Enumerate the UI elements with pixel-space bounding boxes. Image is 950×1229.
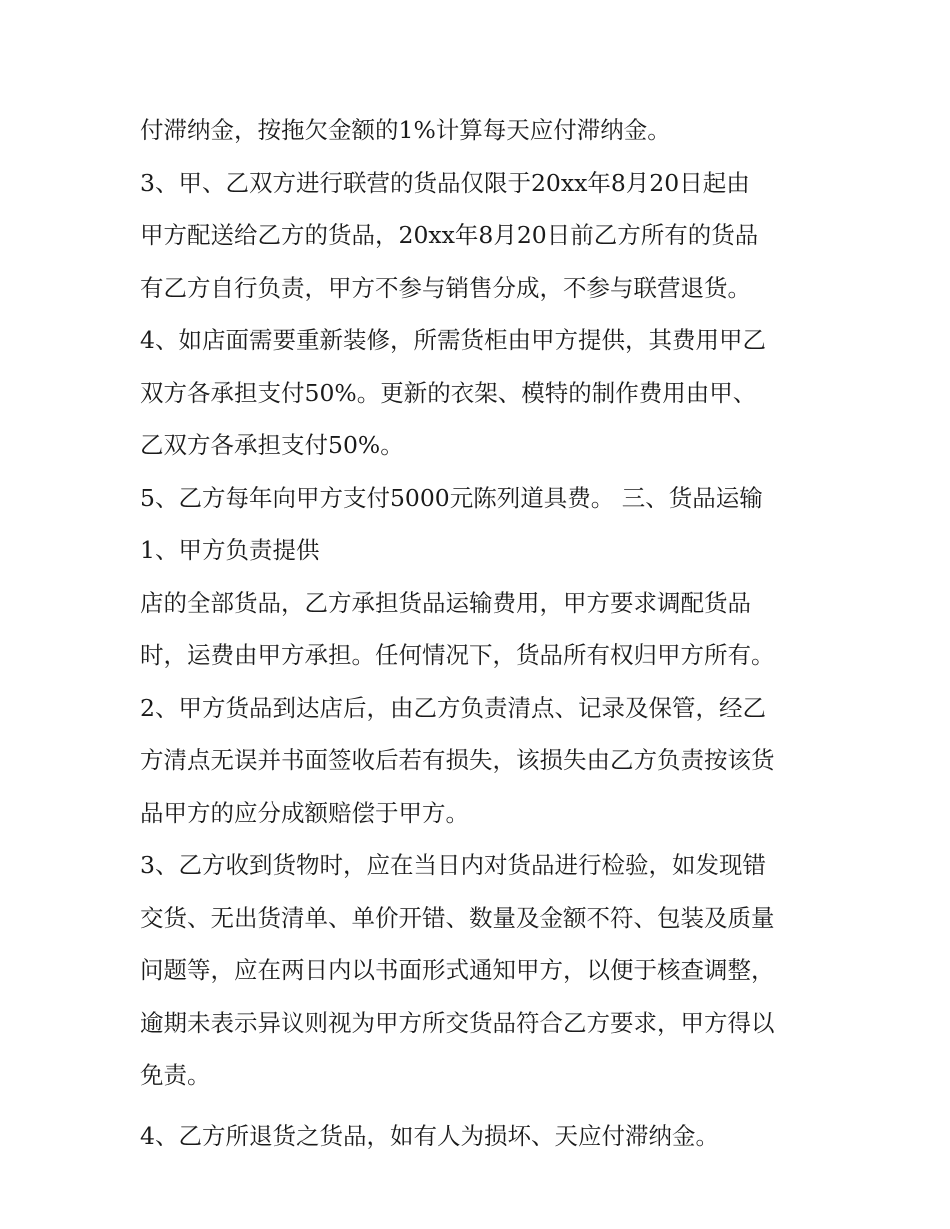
text-line: 付滞纳金，按拖欠金额的1%计算每天应付滞纳金。 xyxy=(140,116,671,144)
text-line: 店的全部货品，乙方承担货品运输费用，甲方要求调配货品 xyxy=(140,588,751,617)
text-line: 2、甲方货品到达店后，由乙方负责清点、记录及保管，经乙 xyxy=(140,693,766,722)
text-line: 逾期未表示异议则视为甲方所交货品符合乙方要求，甲方得以 xyxy=(140,1008,775,1037)
text-line: 交货、无出货清单、单价开错、数量及金额不符、包装及质量 xyxy=(140,903,775,932)
text-line: 乙双方各承担支付50%。 xyxy=(140,431,404,459)
text-line: 品甲方的应分成额赔偿于甲方。 xyxy=(140,798,469,827)
text-line: 5、乙方每年向甲方支付5000元陈列道具费。 三、货品运输 xyxy=(140,483,763,512)
text-line: 4、如店面需要重新装修，所需货柜由甲方提供，其费用甲乙 xyxy=(140,326,766,354)
text-line: 问题等，应在两日内以书面形式通知甲方，以便于核查调整， xyxy=(140,956,775,984)
text-line: 双方各承担支付50%。更新的衣架、模特的制作费用由甲、 xyxy=(140,378,757,407)
document-body xyxy=(140,104,820,1162)
text-line: 1、甲方负责提供 xyxy=(140,536,320,564)
text-line: 时，运费由甲方承担。任何情况下，货品所有权归甲方所有。 xyxy=(140,641,775,669)
text-line: 方清点无误并书面签收后若有损失，该损失由乙方负责按该货 xyxy=(140,746,775,774)
text-line: 4、乙方所退货之货品，如有人为损坏、天应付滞纳金。 xyxy=(140,1121,719,1150)
text-line: 3、甲、乙双方进行联营的货品仅限于20xx年8月20日起由 xyxy=(140,168,750,197)
text-line: 3、乙方收到货物时，应在当日内对货品进行检验，如发现错 xyxy=(140,851,766,879)
text-line: 甲方配送给乙方的货品，20xx年8月20日前乙方所有的货品 xyxy=(140,221,759,249)
text-line: 免责。 xyxy=(140,1061,211,1089)
text-line: 有乙方自行负责，甲方不参与销售分成，不参与联营退货。 xyxy=(140,273,751,302)
